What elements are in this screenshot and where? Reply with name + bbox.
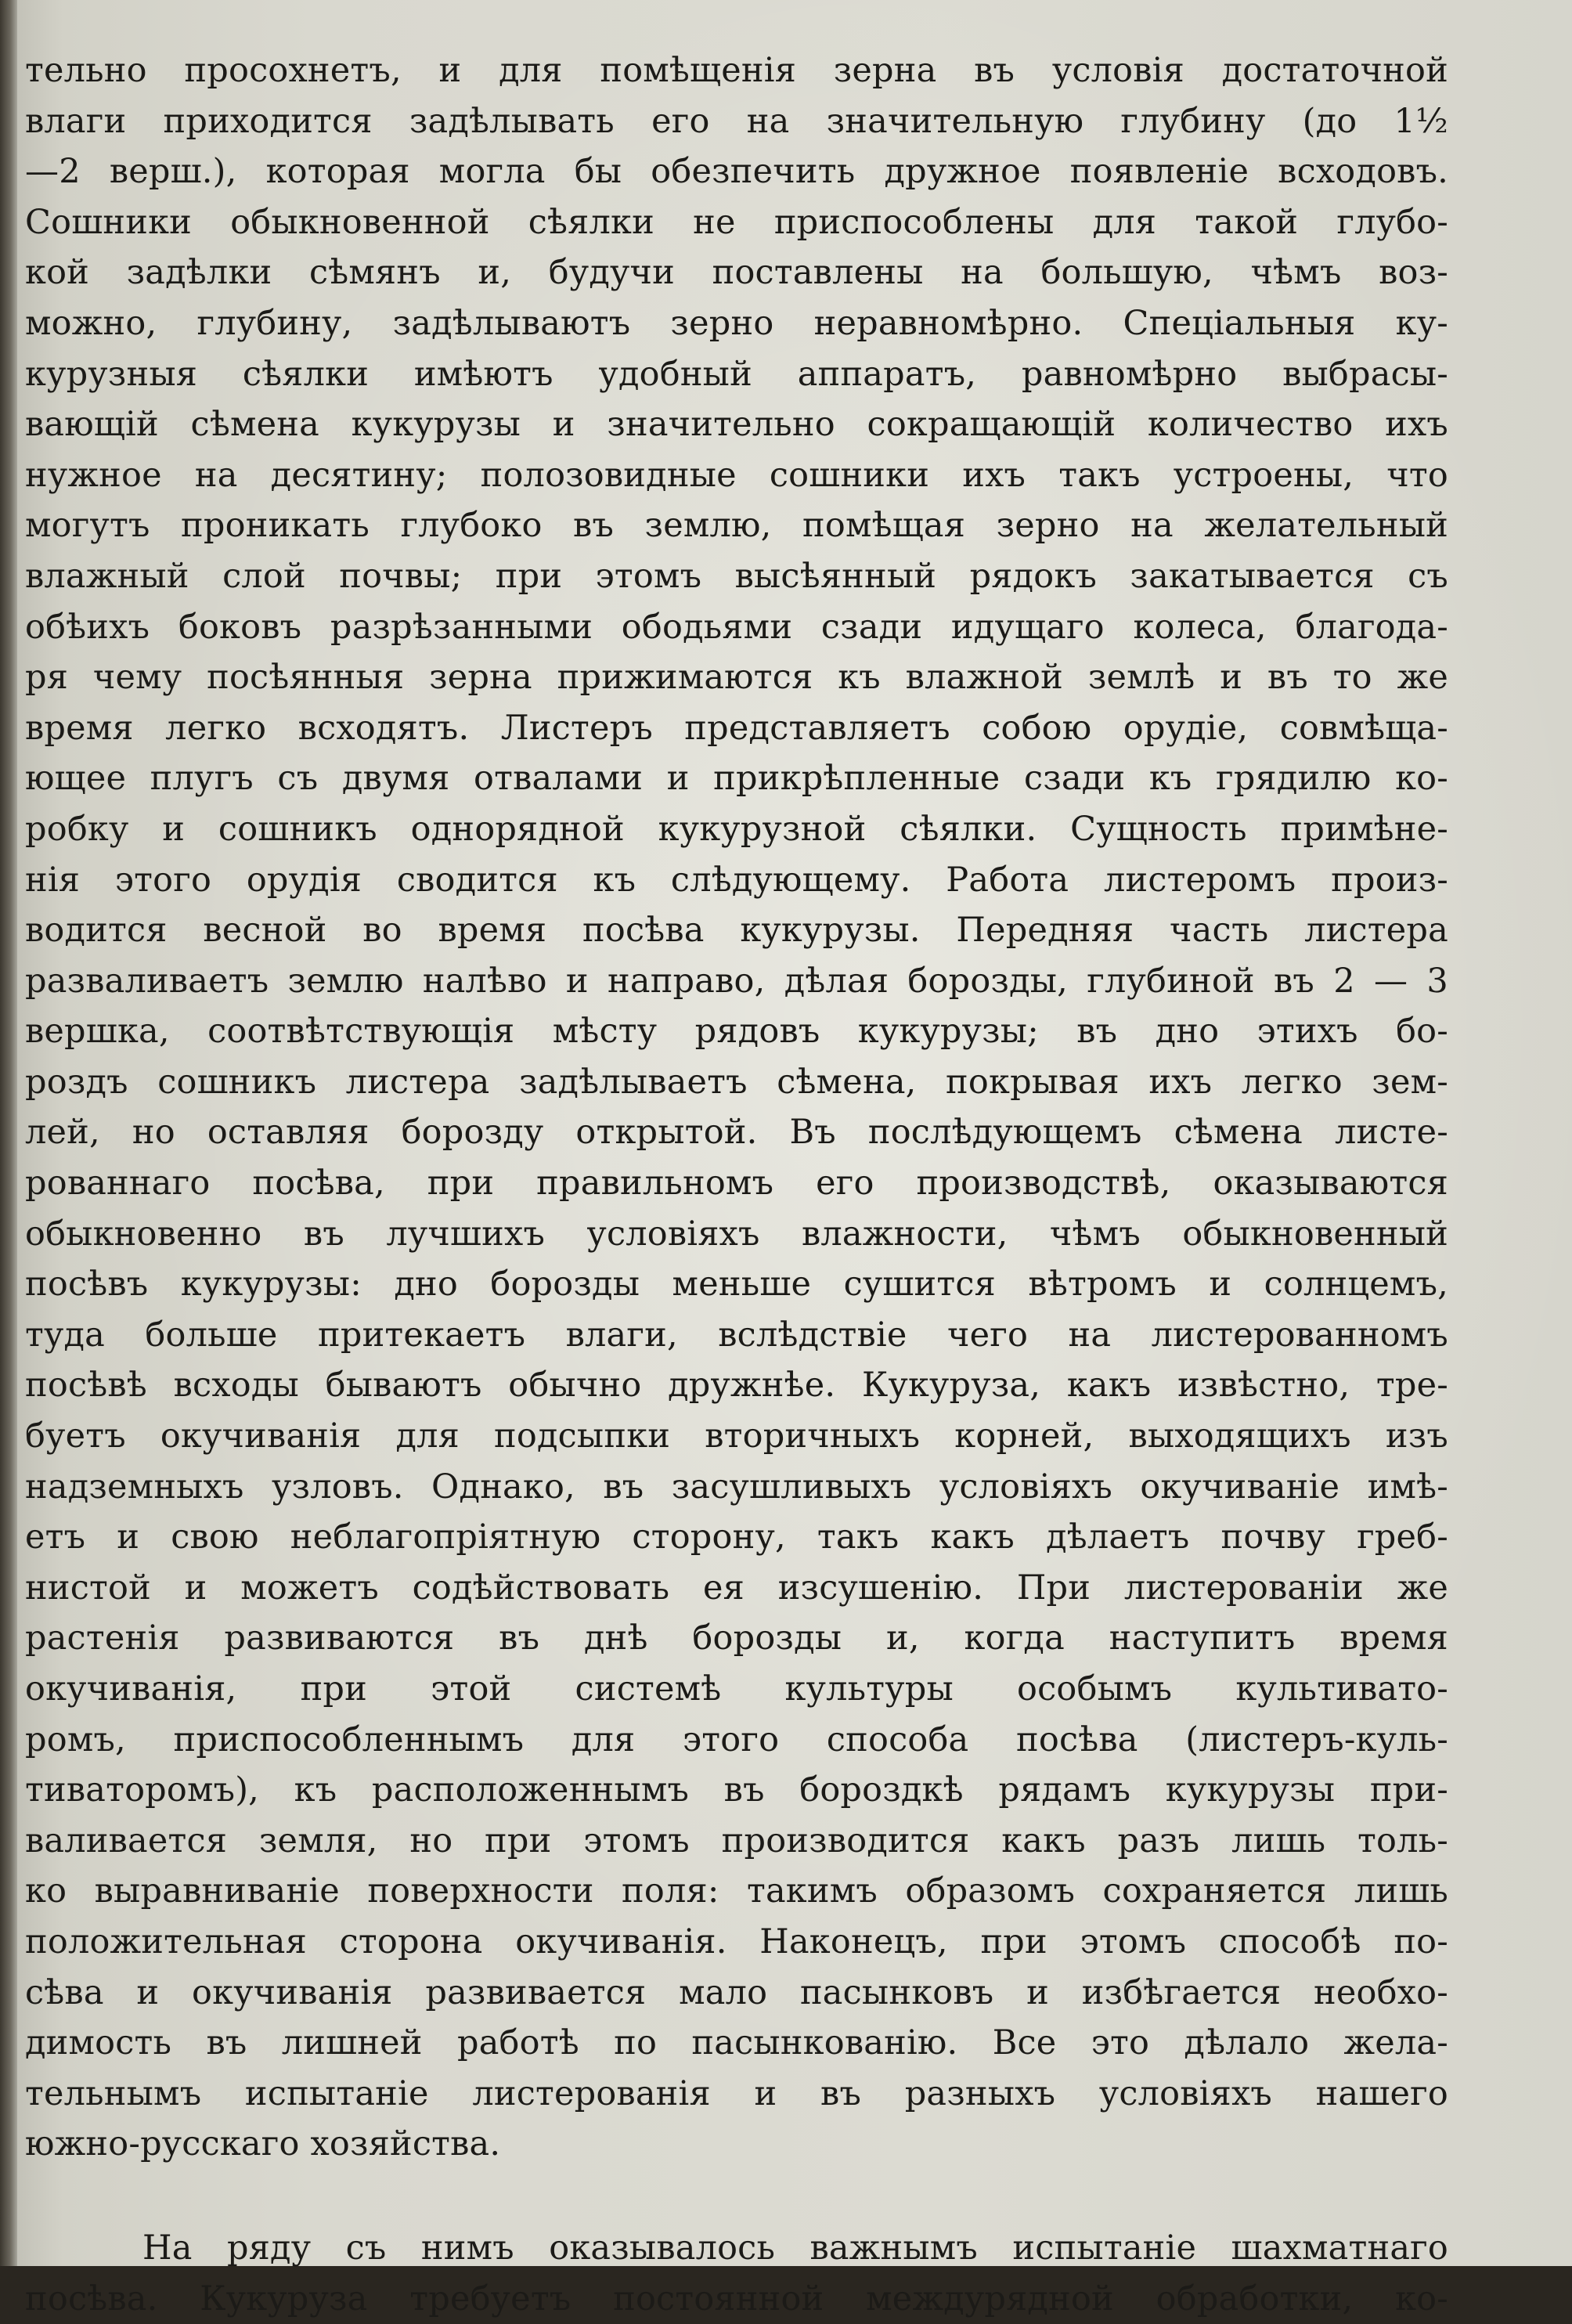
text-line: тиваторомъ), къ расположеннымъ въ бороздкѣ рядамъ кукурузы при- <box>25 1770 1448 1810</box>
text-line: посѣва. Кукуруза требуетъ постоянной междурядной обработки, ко- <box>25 2279 1448 2319</box>
text-line: рованнаго посѣва, при правильномъ его производствѣ, оказываются <box>25 1164 1448 1204</box>
text-line-indented: На ряду съ нимъ оказывалось важнымъ испытаніе шахматнаго <box>142 2228 1448 2268</box>
text-line: ромъ, приспособленнымъ для этого способа посѣва (листеръ-куль- <box>25 1720 1448 1759</box>
body-text <box>25 45 1448 2324</box>
text-line: могутъ проникать глубоко въ землю, помѣщая зерно на желательный <box>25 506 1448 546</box>
text-line: влажный слой почвы; при этомъ высѣянный рядокъ закатывается съ <box>25 556 1448 596</box>
text-line: разваливаетъ землю налѣво и направо, дѣлая борозды, глубиной въ 2 — 3 <box>25 961 1448 1001</box>
text-line: нія этого орудія сводится къ слѣдующему. Работа листеромъ произ- <box>25 860 1448 900</box>
text-line: посѣвъ кукурузы: дно борозды меньше сушится вѣтромъ и солнцемъ, <box>25 1265 1448 1305</box>
text-line: —2 верш.), которая могла бы обезпечить дружное появленіе всходовъ. <box>25 152 1448 192</box>
text-line: обѣихъ боковъ разрѣзанными ободьями сзади идущаго колеса, благода- <box>25 607 1448 647</box>
text-line: тельно просохнетъ, и для помѣщенія зерна въ условія достаточной <box>25 51 1448 90</box>
text-line: положительная сторона окучиванія. Наконецъ, при этомъ способѣ по- <box>25 1922 1448 1961</box>
text-line: обыкновенно въ лучшихъ условіяхъ влажности, чѣмъ обыкновенный <box>25 1214 1448 1254</box>
text-line: можно, глубину, задѣлываютъ зерно неравномѣрно. Спеціальныя ку- <box>25 303 1448 343</box>
text-line: кой задѣлки сѣмянъ и, будучи поставлены на большую, чѣмъ воз- <box>25 253 1448 293</box>
text-line: буетъ окучиванія для подсыпки вторичныхъ корней, выходящихъ изъ <box>25 1416 1448 1456</box>
text-line: вершка, соотвѣтствующія мѣсту рядовъ кукурузы; въ дно этихъ бо- <box>25 1012 1448 1052</box>
text-line: водится весной во время посѣва кукурузы. Передняя часть листера <box>25 911 1448 951</box>
text-line: растенія развиваются въ днѣ борозды и, когда наступитъ время <box>25 1618 1448 1658</box>
text-line-last: южно-русскаго хозяйства. <box>25 2124 501 2164</box>
text-line: курузныя сѣялки имѣютъ удобный аппаратъ, равномѣрно выбрасы- <box>25 354 1448 394</box>
text-line: надземныхъ узловъ. Однако, въ засушливыхъ условіяхъ окучиваніе имѣ- <box>25 1467 1448 1507</box>
text-line: влаги приходится задѣлывать его на значительную глубину (до 1½ <box>25 101 1448 141</box>
text-line: ря чему посѣянныя зерна прижимаются къ влажной землѣ и въ то же <box>25 658 1448 698</box>
text-line: вающій сѣмена кукурузы и значительно сокращающій количество ихъ <box>25 405 1448 445</box>
text-line: Сошники обыкновенной сѣялки не приспособлены для такой глубо- <box>25 202 1448 242</box>
text-line: димость въ лишней работѣ по пасынкованію. Все это дѣлало жела- <box>25 2023 1448 2063</box>
page-binding-edge <box>0 0 17 2266</box>
paragraph-2 <box>25 2223 1448 2324</box>
text-line: окучиванія, при этой системѣ культуры особымъ культивато- <box>25 1669 1448 1709</box>
text-line: роздъ сошникъ листера задѣлываетъ сѣмена, покрывая ихъ легко зем- <box>25 1062 1448 1102</box>
text-line: посѣвѣ всходы бываютъ обычно дружнѣе. Кукуруза, какъ извѣстно, тре- <box>25 1366 1448 1406</box>
text-line: ко выравниваніе поверхности поля: такимъ образомъ сохраняется лишь <box>25 1871 1448 1911</box>
paragraph-gap <box>25 2170 1448 2223</box>
text-line: время легко всходятъ. Листеръ представляетъ собою орудіе, совмѣща- <box>25 708 1448 748</box>
paragraph-1 <box>25 45 1448 2170</box>
text-line: етъ и свою неблагопріятную сторону, такъ какъ дѣлаетъ почву греб- <box>25 1517 1448 1557</box>
text-line: тельнымъ испытаніе листерованія и въ разныхъ условіяхъ нашего <box>25 2073 1448 2113</box>
text-line: валивается земля, но при этомъ производится какъ разъ лишь толь- <box>25 1821 1448 1860</box>
text-line: сѣва и окучиванія развивается мало пасынковъ и избѣгается необхо- <box>25 1972 1448 2012</box>
text-line: туда больше притекаетъ влаги, вслѣдствіе чего на листерованномъ <box>25 1315 1448 1355</box>
text-line: робку и сошникъ однорядной кукурузной сѣялки. Сущность примѣне- <box>25 809 1448 849</box>
text-line: лей, но оставляя борозду открытой. Въ послѣдующемъ сѣмена листе- <box>25 1113 1448 1153</box>
text-line: нистой и можетъ содѣйствовать ея изсушенію. При листерованіи же <box>25 1568 1448 1608</box>
text-line: нужное на десятину; полозовидные сошники ихъ такъ устроены, что <box>25 455 1448 495</box>
text-line: ющее плугъ съ двумя отвалами и прикрѣпленные сзади къ грядилю ко- <box>25 759 1448 799</box>
